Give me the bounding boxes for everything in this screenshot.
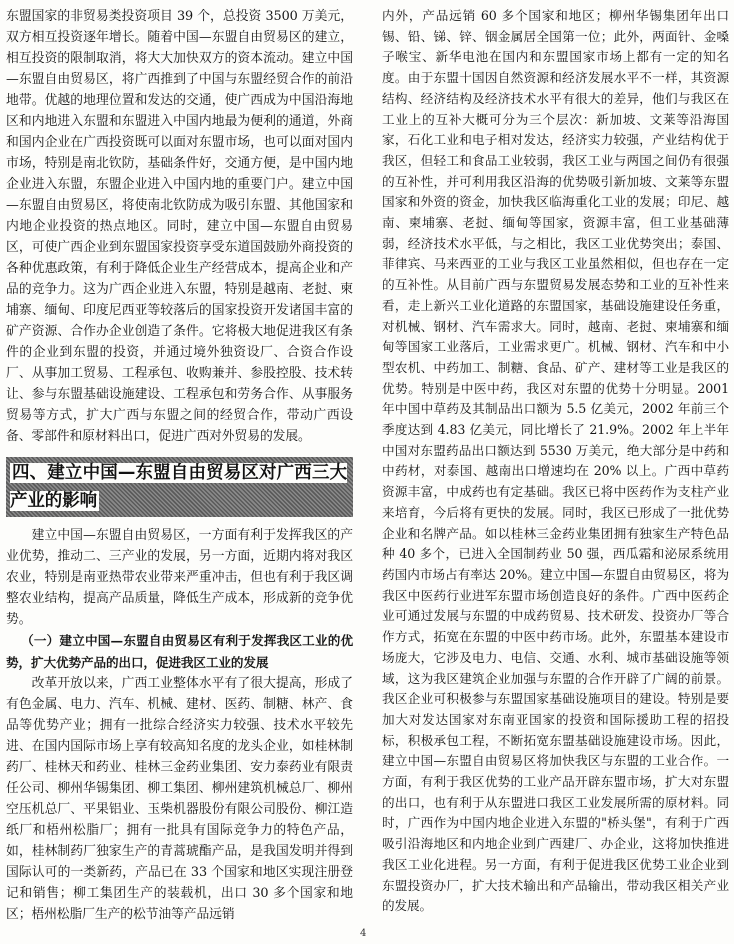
paragraph-continued: 内外，产品远销 60 多个国家和地区；柳州华锡集团年出口锡、铅、锑、锌、铟金属居全国第一位；此外，两面针、金嗓子喉宝、新华电池在国内和东盟国家市场上都有一定的知名度。由于东盟十国因自然资源和经济发展水平不一样，其资源结构、经济结构及经济技术水平有很大的差异，他们与我区在工业上的互补大概可分为三个层次：新加坡、文莱等沿海国家，石化工业和电子相对发达，经济实力较强，产业结构优于我区，但轻工和食品工业较弱，我区工业与两国之间仍有很强的互补性，并可利用我区沿海的优势吸引新加坡、文莱等东盟国家和外资的资金，加快我区临海重化工业的发展；印尼、越南、柬埔寨、老挝、缅甸等国家，资源丰富，但工业基础薄弱，经济技术水平低，与之相比，我区工业优势突出；泰国、菲律宾、马来西亚的工业与我区工业虽然相似，但也存在一定的互补性。从目前广西与东盟贸易发展态势和工业的互补性来看，走上新兴工业化道路的东盟国家，基础设施建设任务重，对机械、钢材、汽车需求大。同时，越南、老挝、柬埔寨和缅甸等国家工业落后，工业需求更广。机械、钢材、汽车和中小型农机、中药加工、制糖、食品、矿产、建材等工业是我区的优势。特别是中医中药，我区对东盟的优势十分明显。2001 年中国中草药及其制品出口额为 5.5 亿美元，2002 年前三个季度达到 4.83 亿美元，同比增长了 21.9%。2002 年上半年中国对东盟药品出口额达到 5530 万美元，绝大部分是中药和中药材，对泰国、越南出口增速均在 20% 以上。广西中草药资源丰富，中成药也有定基础。我区已将中医药作为支柱产业来培育，今后将有更快的发展。同时，我区已形成了一批优势企业和名牌产品。如以桂林三金药业集团拥有独家生产特色品种 40 多个，已进入全国制药业 50 强，西瓜霜和泌尿系统用药国内市场占有率达 20%。建立中国—东盟自由贸易区，将为我区中医药行业进军东盟市场创造良好的条件。广西中医药企业可通过发展与东盟的中成药贸易、技术研发、投资办厂等合作方式，拓宽在东盟的中医中药市场。此外，东盟基本建设市场庞大，它涉及电力、电信、交通、水利、城市基础设施等领域，这为我区建筑企业加强与东盟的合作开辟了广阔的前景。我区企业可积极参与东盟国家基础设施项目的建设。特别是要加大对发达国家对东南亚国家的投资和国际援助工程的招投标，积极承包工程，不断拓宽东盟基础设施建设市场。因此，建立中国—东盟自由贸易区将加快我区与东盟的工业合作。一方面，有利于我区优势的工业产品开辟东盟市场，扩大对东盟的出口，也有利于从东盟进口我区工业发展所需的原材料。同时，广西作为中国内地企业进入东盟的"桥头堡"，有利于广西吸引沿海地区和内地企业到广西建厂、办企业，这将加快推进我区工业化进程。另一方面，有利于促进我区优势工业企业到东盟投资办厂，扩大技术输出和产品输出，带动我区相关产业的发展。 [382,8,729,914]
section-heading [6,457,353,517]
paragraph-industry: 改革开放以来，广西工业整体水平有了很大提高，形成了有色金属、电力、汽车、机械、建材、医药、制糖、林产、食品等优势产业；拥有一批综合经济实力较强、技术水平较先进、在国内国际市场上享有较高知名度的龙头企业，如桂林制药厂、桂林天和药业、桂林三金药业集团、安力泰药业有限责任公司、柳州华锡集团、柳工集团、柳州建筑机械总厂、柳州空压机总厂、平果铝业、玉柴机器股份有限公司股份、柳江造纸厂和梧州松脂厂；拥有一批具有国际竞争力的特色产品，如，桂林制药厂独家生产的青蒿琥酯产品，是我国发明并得到国际认可的一类新药，产品已在 33 个国家和地区实现注册登记和销售；柳工集团生产的装载机，出口 30 多个国家和地区；梧州松脂厂生产的松节油等产品远销 [6,676,353,923]
page-number: 4 [360,928,367,939]
left-column [6,6,353,925]
section-heading-text: 四、建立中国—东盟自由贸易区对广西三大产业的影响 [10,463,347,511]
subsection-heading: （一）建立中国—东盟自由贸易区有利于发挥我区工业的优势，扩大优势产品的出口，促进我区工业的发展 [6,633,353,670]
paragraph-intro: 东盟国家的非贸易类投资项目 39 个，总投资 3500 万美元，双方相互投资逐年增长。随着中国—东盟自由贸易区的建立，相互投资的限制取消，将大大加快双方的资本流动。建立中国—东盟自由贸易区，将广西推到了中国与东盟经贸合作的前沿地带。优越的地理位置和发达的交通，使广西成为中国沿海地区和内地进入东盟和东盟进入中国内地最为便利的通道，外商和国内企业在广西投资既可以面对东盟市场，也可以面对国内市场，特别是南北钦防，基础条件好，交通方便，是中国内地企业进入东盟，东盟企业进入中国内地的重要门户。建立中国—东盟自由贸易区，将使南北钦防成为吸引东盟、其他国家和内地企业投资的热点地区。同时，建立中国—东盟自由贸易区，可使广西企业到东盟国家投资享受东道国鼓励外商投资的各种优惠政策，有利于降低企业生产经营成本，提高企业和产品的竞争力。这为广西企业进入东盟，特别是越南、老挝、柬埔寨、缅甸、印度尼西亚等较落后的国家投资开发诸国丰富的矿产资源、合作办企业创造了条件。它将极大地促进我区有条件的企业到东盟的投资，并通过境外独资设厂、合资合作设厂、从事加工贸易、工程承包、收购兼并、参股控股、技术转让、参与东盟基础设施建设、工程承包和劳务合作、从事服务贸易等方式，扩大广西与东盟之间的经贸合作，带动广西设备、零部件和原材料出口，促进广西对外贸易的发展。 [6,9,353,444]
paragraph-section-intro: 建立中国—东盟自由贸易区，一方面有利于发挥我区的产业优势，推动二、三产业的发展，另一方面，近期内将对我区农业，特别是南亚热带农业带来严重冲击，但也有利于我区调整农业结构，提高产品质量，降低生产成本，形成新的竞争优势。 [6,528,353,627]
right-column [382,6,729,917]
